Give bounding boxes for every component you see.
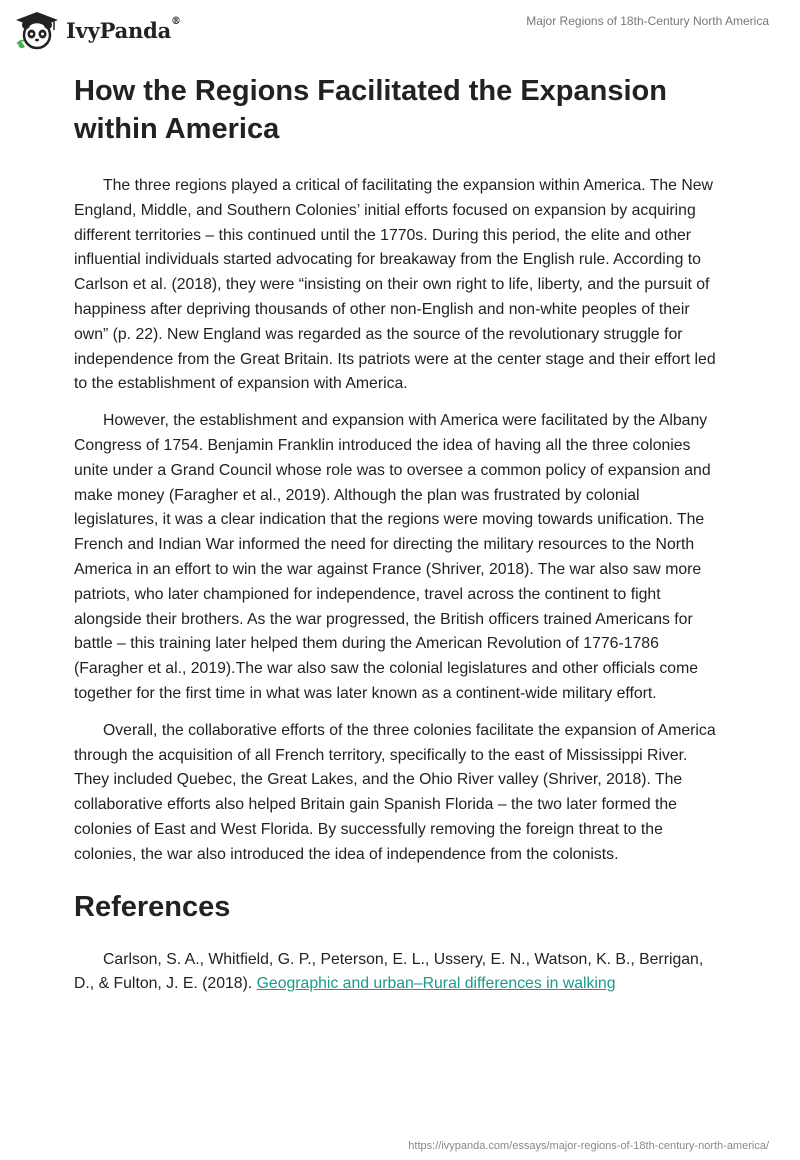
page-header (0, 0, 800, 60)
reference-item (74, 948, 726, 998)
section-heading: How the Regions Facilitated the Expansion within America (74, 75, 667, 145)
panda-graduate-icon (14, 10, 60, 50)
brand-name: IvyPanda® (66, 15, 181, 43)
body-paragraph-1: The three regions played a critical of facilitating the expansion within America. The New England, Middle, and Southern Colonies’ initial efforts focused on expansion by acquiring different territories – this continued until the 1770s. During this period, the elite and other influential individuals started advocating for breakaway from the English rule. According to Carlson et al. (2018), they were “insisting on their own right to life, liberty, and the pursuit of happiness after depriving thousands of other non-English and non-white peoples of their own” (p. 22). New England was regarded as the source of the revolutionary struggle for independence from the Great Britain. Its patriots were at the center stage and their effort led to the establishment of expansion with America. (74, 177, 716, 393)
body-paragraph-3: Overall, the collaborative efforts of the three colonies facilitate the expansion of America through the acquisition of all French territory, specifically to the east of Mississippi River. They included Quebec, the Great Lakes, and the Ohio River valley (Shriver, 2018). The collaborative efforts also helped Britain gain Spanish Florida – the two later formed the colonies of East and West Florida. By successfully removing the foreign threat to the colonies, the war also introduced the idea of independence from the colonists. (74, 721, 716, 863)
reference-text: Carlson, S. A., Whitfield, G. P., Peterson, E. L., Ussery, E. N., Watson, K. B., Berrigan, D., & Fulton, J. E. (2018). (74, 950, 704, 993)
body-paragraph-2: However, the establishment and expansion with America were facilitated by the Albany Congress of 1754. Benjamin Franklin introduced the idea of having all the three colonies unite under a Grand Council whose role was to oversee a common policy of expansion and make money (Faragher et al., 2019). Although the plan was frustrated by colonial legislatures, it was a clear indication that the regions were moving towards unification. The French and Indian War informed the need for directing the military resources to the North America in an effort to win the war against France (Shriver, 2018). The war also saw more patriots, who later championed for independence, travel across the continent to fight alongside their brothers. As the war progressed, the British officers trained Americans for battle – this training later helped them during the American Revolution of 1776-1786 (Faragher et al., 2019).The war also saw the colonial legislatures and other officials come together for the first time in what was later known as a continent-wide military effort. (74, 412, 711, 702)
document-title: Major Regions of 18th-Century North America (526, 14, 769, 28)
ivypanda-logo[interactable] (14, 10, 181, 50)
references-heading: References (74, 890, 231, 923)
footer-url[interactable]: https://ivypanda.com/essays/major-regions-of-18th-century-north-america/ (408, 1140, 769, 1152)
reference-link[interactable]: Geographic and urban–Rural differences in walking (256, 975, 616, 993)
main-content (74, 72, 726, 1009)
